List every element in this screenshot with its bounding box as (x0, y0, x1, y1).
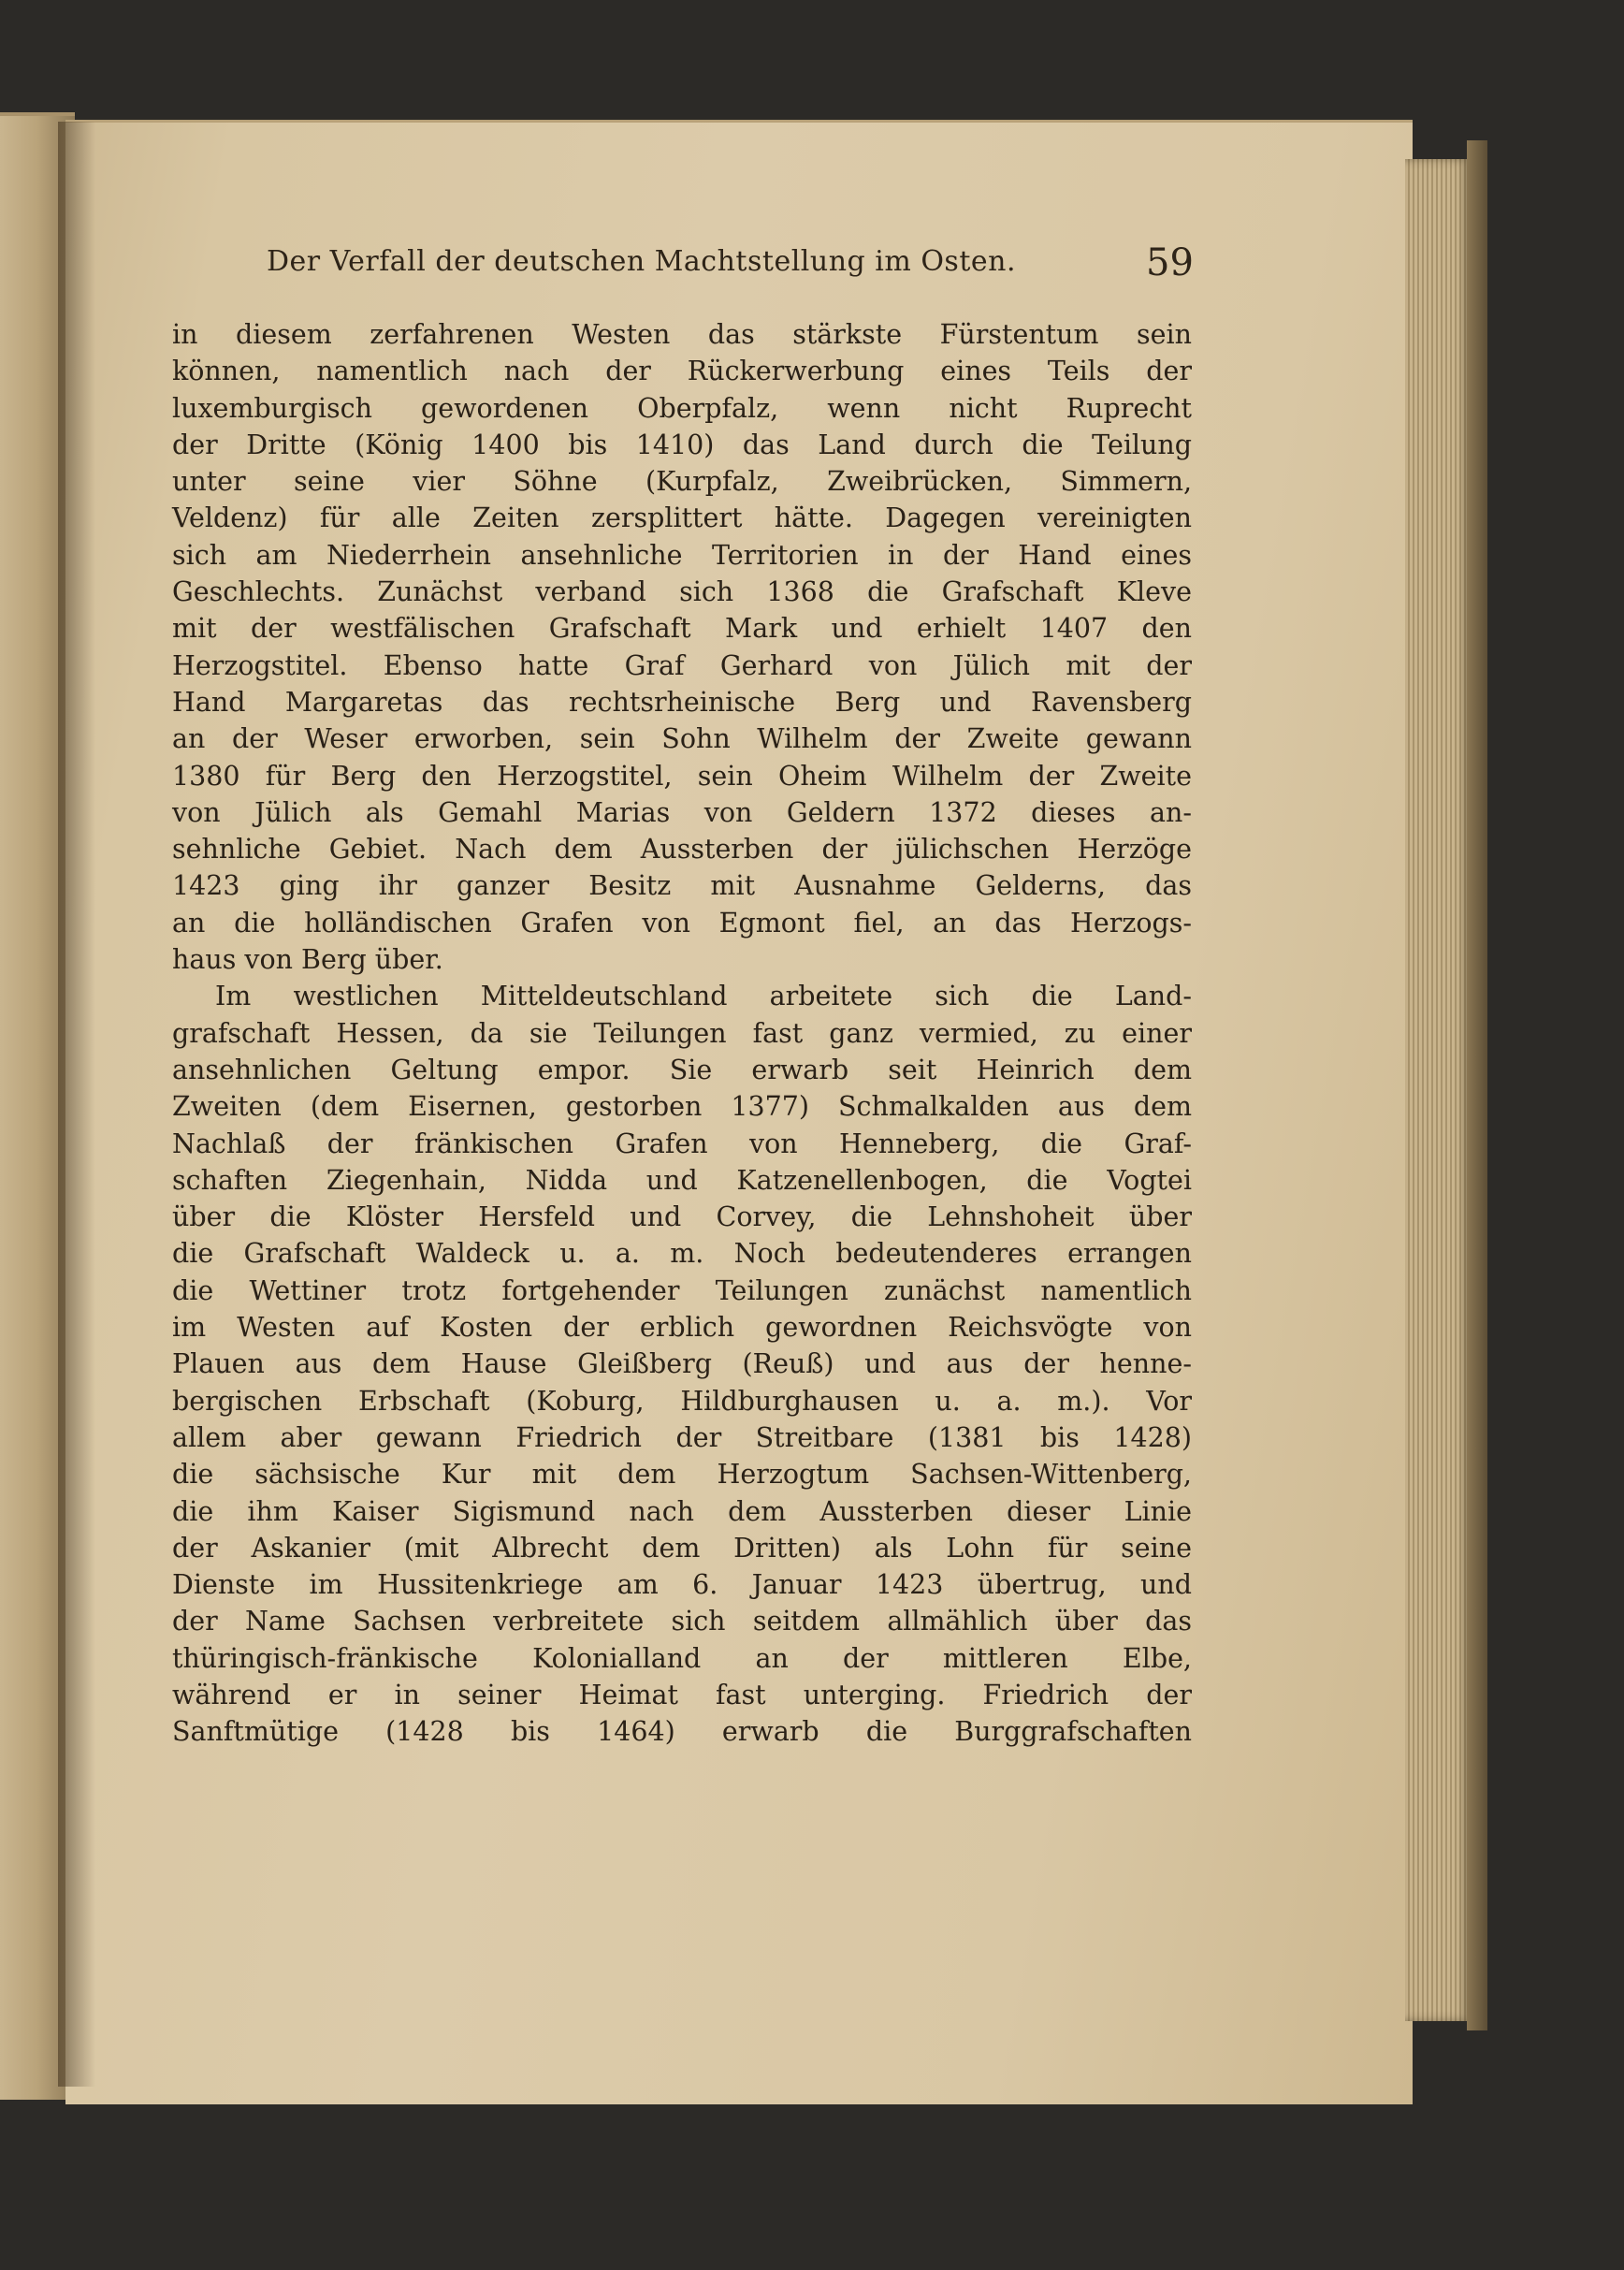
text-line: sehnliche Gebiet. Nach dem Aussterben der jülichschen Herzöge (172, 834, 1192, 866)
text-line: die Wettiner trotz fortgehender Teilungen zunächst namentlich (172, 1274, 1192, 1306)
text-line: 1423 ging ihr ganzer Besitz mit Ausnahme Gelderns, das (172, 870, 1192, 902)
text-line: die sächsische Kur mit dem Herzogtum Sachsen-Wittenberg, (172, 1459, 1192, 1491)
text-line: während er in seiner Heimat fast unterging. Friedrich der (172, 1679, 1192, 1710)
text-line: thüringisch-fränkische Kolonialland an der mittleren Elbe, (172, 1642, 1192, 1674)
text-line: Hand Margaretas das rechtsrheinische Berg und Ravensberg (172, 686, 1192, 718)
running-header: Der Verfall der deutschen Machtstellung im Osten. (267, 245, 1016, 278)
cover-edge (1467, 140, 1487, 2030)
text-line: Herzogstitel. Ebenso hatte Graf Gerhard von Jülich mit der (172, 649, 1192, 681)
text-line: der Name Sachsen verbreitete sich seitdem allmählich über das (172, 1606, 1192, 1637)
text-line: über die Klöster Hersfeld und Corvey, die Lehnshoheit über (172, 1201, 1192, 1233)
spine-shadow (58, 122, 95, 2087)
body-text (172, 316, 1192, 1751)
text-line: Plauen aus dem Hause Gleißberg (Reuß) und aus der henne- (172, 1348, 1192, 1380)
text-line: Zweiten (dem Eisernen, gestorben 1377) Schmalkalden aus dem (172, 1091, 1192, 1123)
text-line: sich am Niederrhein ansehnliche Territorien in der Hand eines (172, 539, 1192, 571)
text-line: im Westen auf Kosten der erblich gewordnen Reichsvögte von (172, 1312, 1192, 1344)
text-line: in diesem zerfahrenen Westen das stärkste Fürstentum sein (172, 319, 1192, 350)
text-line: die ihm Kaiser Sigismund nach dem Aussterben dieser Linie (172, 1495, 1192, 1527)
text-line: haus von Berg über. (172, 944, 443, 976)
text-line: an der Weser erworben, sein Sohn Wilhelm der Zweite gewann (172, 723, 1192, 755)
text-line: der Askanier (mit Albrecht dem Dritten) als Lohn für seine (172, 1532, 1192, 1564)
text-line: Nachlaß der fränkischen Grafen von Henneberg, die Graf- (172, 1128, 1192, 1159)
text-line: die Grafschaft Waldeck u. a. m. Noch bedeutenderes errangen (172, 1238, 1192, 1270)
text-line: bergischen Erbschaft (Koburg, Hildburghausen u. a. m.). Vor (172, 1385, 1192, 1417)
text-line: ansehnlichen Geltung empor. Sie erwarb seit Heinrich dem (172, 1054, 1192, 1085)
text-line: 1380 für Berg den Herzogstitel, sein Oheim Wilhelm der Zweite (172, 760, 1192, 792)
text-line: schaften Ziegenhain, Nidda und Katzenellenbogen, die Vogtei (172, 1164, 1192, 1196)
text-line: von Jülich als Gemahl Marias von Geldern 1372 dieses an- (172, 796, 1192, 828)
page-number: 59 (1146, 241, 1194, 284)
text-line: luxemburgisch gewordenen Oberpfalz, wenn nicht Ruprecht (172, 392, 1192, 424)
text-line: an die holländischen Grafen von Egmont fiel, an das Herzogs- (172, 907, 1192, 939)
text-line: mit der westfälischen Grafschaft Mark und erhielt 1407 den (172, 613, 1192, 645)
text-line: Im westlichen Mitteldeutschland arbeitete sich die Land- (215, 981, 1192, 1012)
text-line: Veldenz) für alle Zeiten zersplittert hätte. Dagegen vereinigten (172, 502, 1192, 534)
text-line: Dienste im Hussitenkriege am 6. Januar 1423 übertrug, und (172, 1569, 1192, 1601)
text-line: unter seine vier Söhne (Kurpfalz, Zweibrücken, Simmern, (172, 466, 1192, 498)
page-block-edge (1405, 159, 1471, 2021)
text-line: allem aber gewann Friedrich der Streitbare (1381 bis 1428) (172, 1421, 1192, 1453)
text-line: grafschaft Hessen, da sie Teilungen fast ganz vermied, zu einer (172, 1017, 1192, 1049)
text-line: Geschlechts. Zunächst verband sich 1368 die Grafschaft Kleve (172, 576, 1192, 608)
text-line: können, namentlich nach der Rückerwerbung eines Teils der (172, 356, 1192, 387)
text-line: der Dritte (König 1400 bis 1410) das Land durch die Teilung (172, 429, 1192, 460)
text-line: Sanftmütige (1428 bis 1464) erwarb die Burggrafschaften (172, 1716, 1192, 1748)
